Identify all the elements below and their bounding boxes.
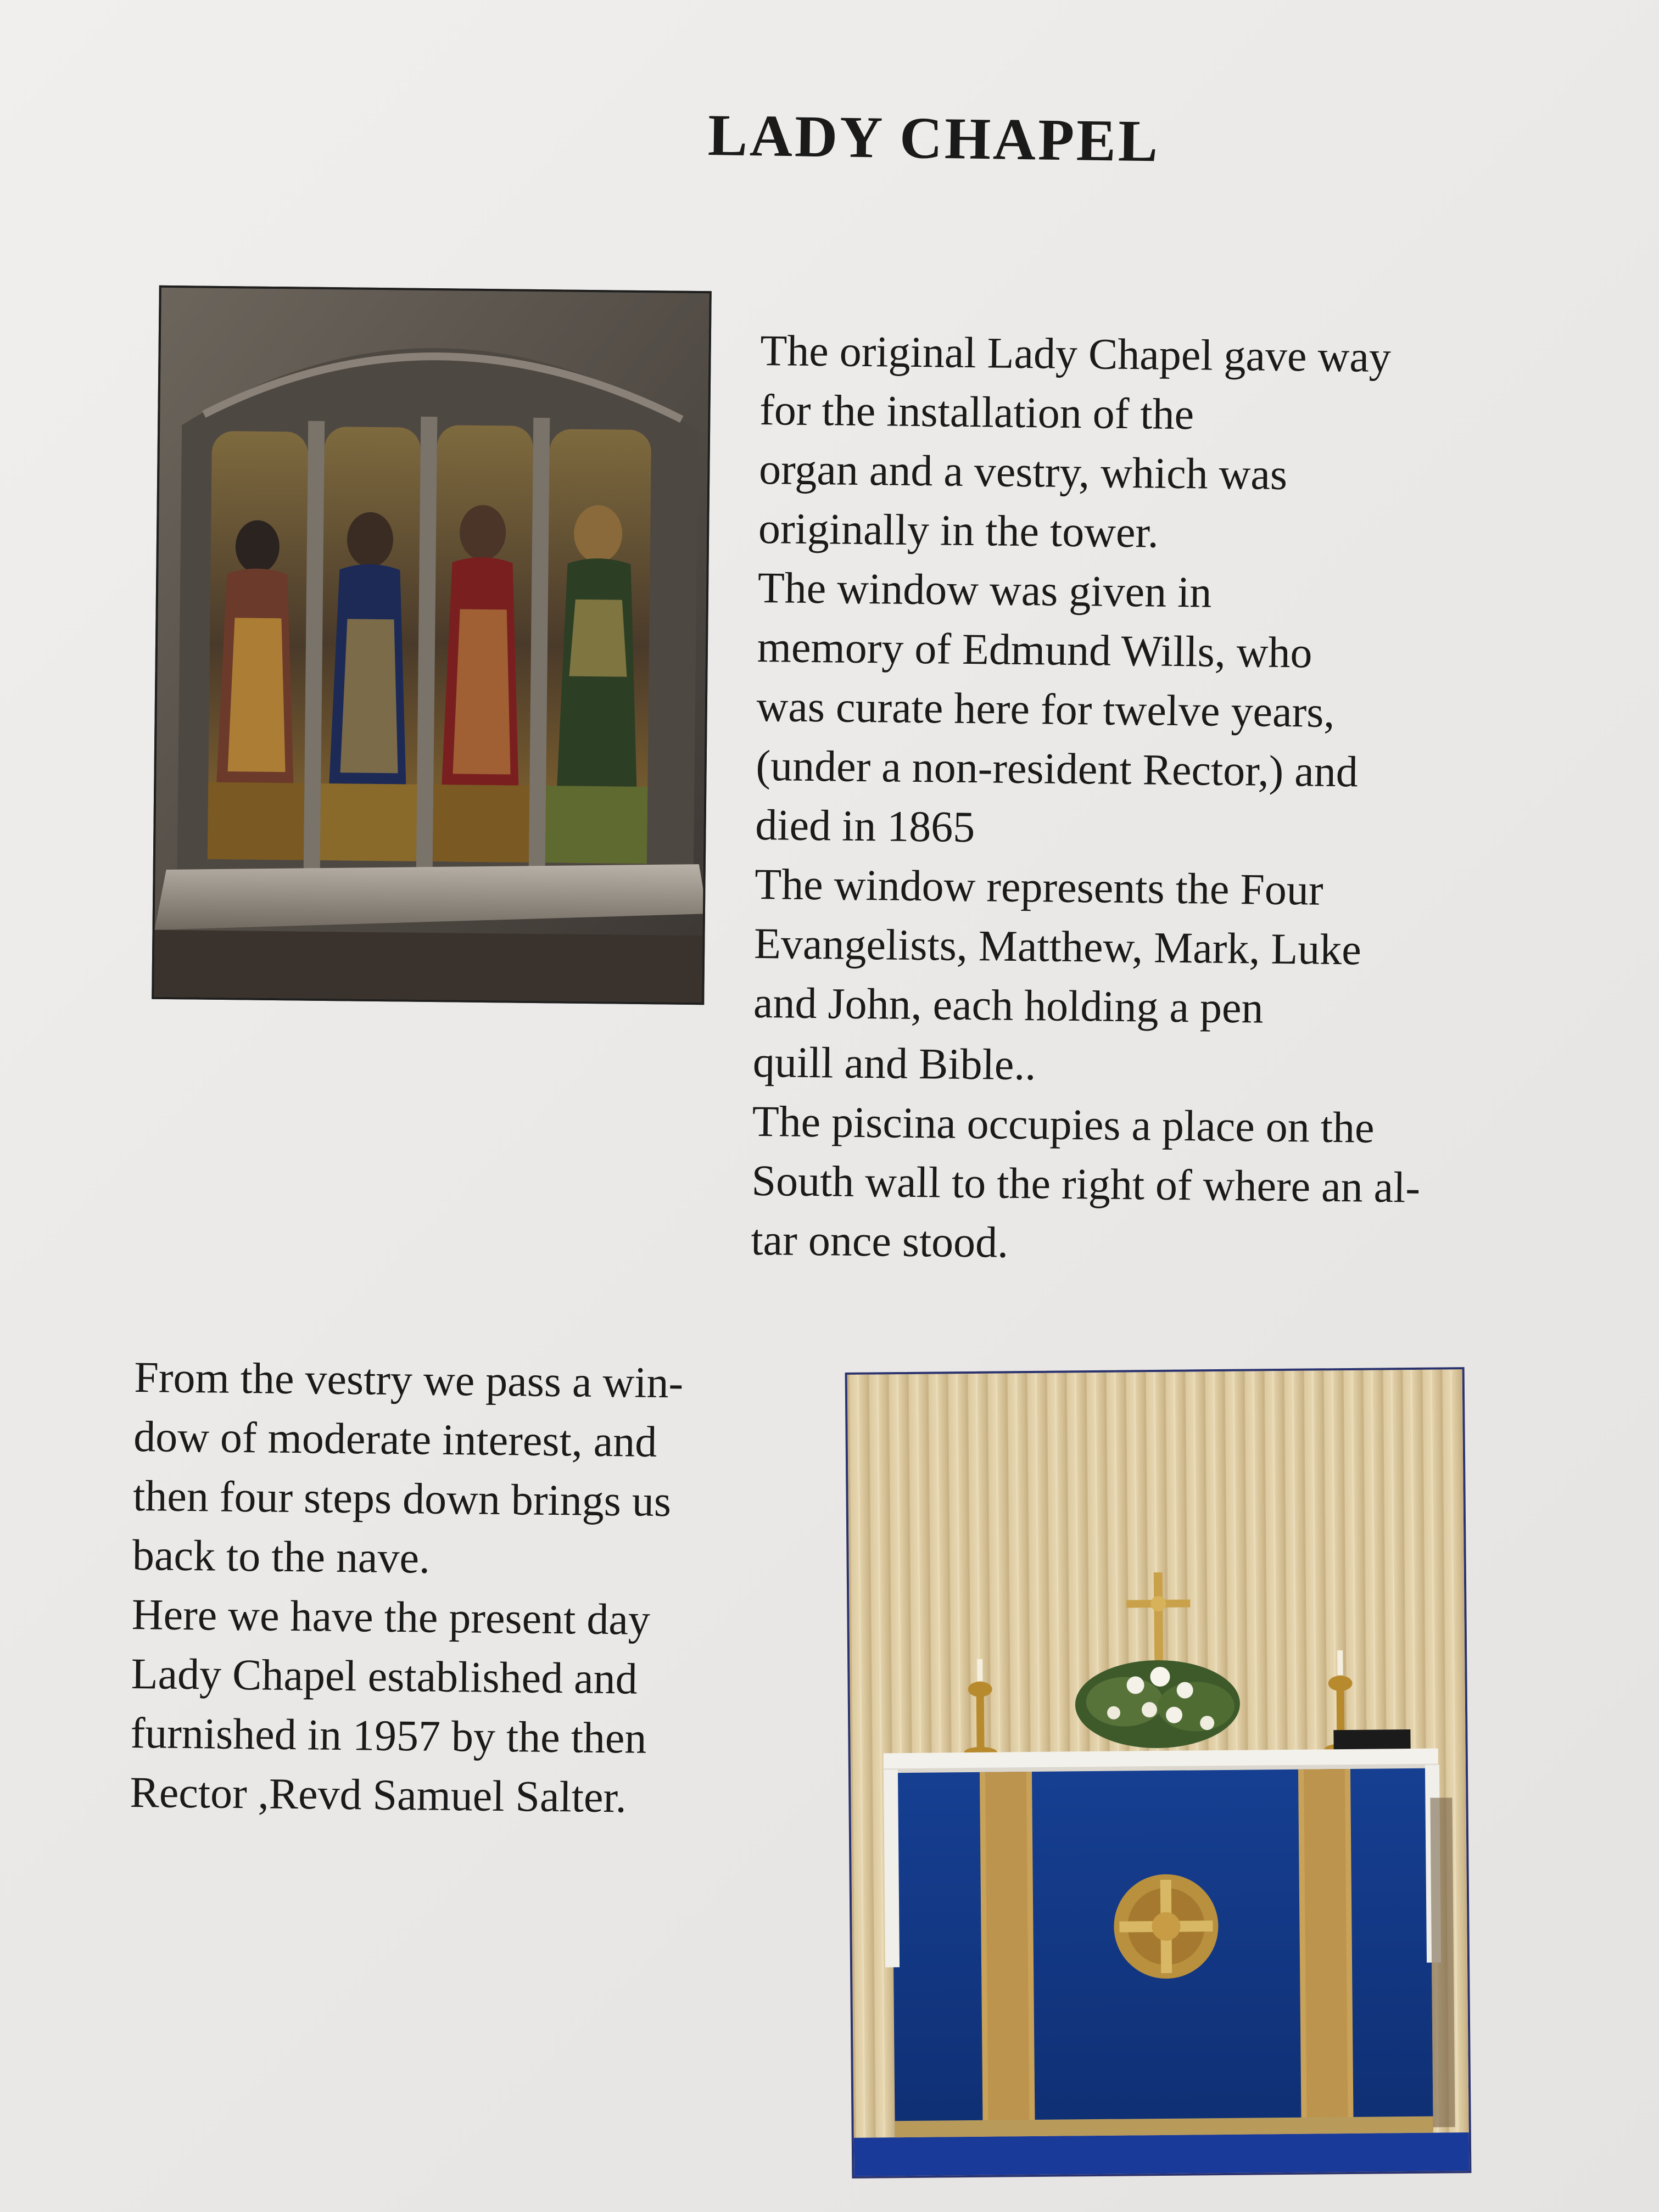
text-line: The window represents the Four xyxy=(754,860,1323,915)
text-line: memory of Edmund Wills, who xyxy=(757,623,1312,677)
altar-image xyxy=(847,1369,1472,2179)
text-line: Lady Chapel established and xyxy=(131,1649,638,1704)
text-line: for the installation of the xyxy=(759,385,1194,439)
text-line: quill and Bible.. xyxy=(752,1038,1036,1090)
right-text-block xyxy=(751,321,1429,1277)
text-line: (under a non-resident Rector,) and xyxy=(756,741,1359,797)
text-line: organ and a vestry, which was xyxy=(758,445,1288,500)
text-line: originally in the tower. xyxy=(758,504,1159,557)
text-line: Here we have the present day xyxy=(131,1590,651,1644)
window-photo xyxy=(152,285,712,1005)
text-line: South wall to the right of where an al- xyxy=(751,1156,1421,1212)
text-line: died in 1865 xyxy=(755,800,975,852)
text-line: The piscina occupies a place on the xyxy=(752,1097,1375,1152)
stained-glass-window-image xyxy=(154,288,712,1005)
text-line: was curate here for twelve years, xyxy=(756,682,1335,737)
text-line: tar once stood. xyxy=(751,1216,1009,1267)
page-title: LADY CHAPEL xyxy=(707,102,1160,175)
text-line: furnished in 1957 by the then xyxy=(130,1709,647,1763)
text-line: and John, each holding a pen xyxy=(753,978,1264,1033)
text-line: then four steps down brings us xyxy=(132,1471,672,1526)
text-line: Rector ,Revd Samuel Salter. xyxy=(130,1768,627,1822)
text-line: Evangelists, Matthew, Mark, Luke xyxy=(753,919,1362,975)
left-text-block xyxy=(130,1348,684,1828)
text-line: back to the nave. xyxy=(132,1531,431,1583)
text-line: The window was given in xyxy=(757,563,1212,617)
text-line: The original Lady Chapel gave way xyxy=(759,326,1392,382)
text-line: From the vestry we pass a win- xyxy=(133,1353,684,1408)
altar-photo xyxy=(845,1367,1472,2179)
text-line: dow of moderate interest, and xyxy=(133,1412,657,1466)
